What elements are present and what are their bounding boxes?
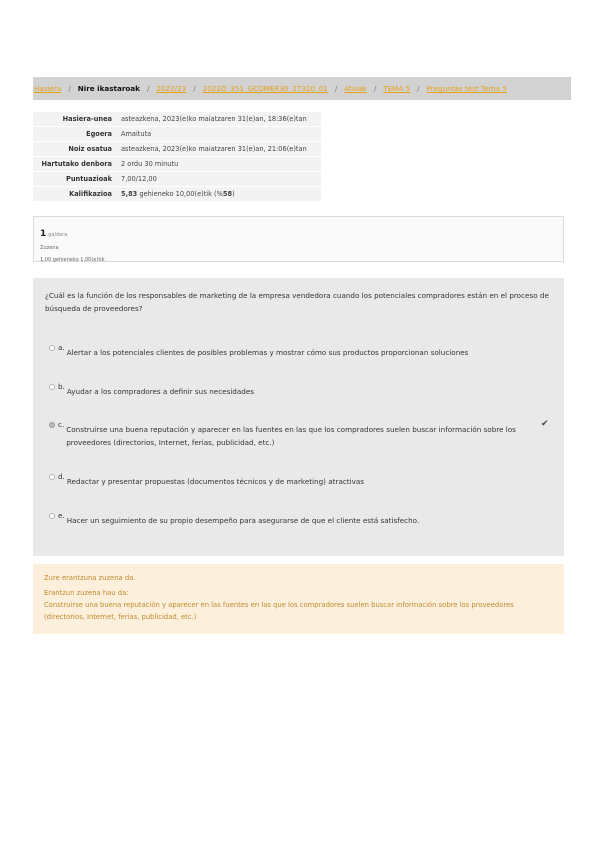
summary-row-time-taken <box>33 157 321 172</box>
radio-button[interactable] <box>49 513 55 519</box>
correct-check-icon: ✔ <box>541 419 549 429</box>
question-grade: 1,00 gehieneko 1,00(e)tik <box>40 257 105 263</box>
answer-option-b[interactable] <box>49 383 529 398</box>
grade-percent: 58 <box>222 190 233 198</box>
summary-row-completed <box>33 142 321 157</box>
grade-max-text: gehieneko 10,00(e)tik (% <box>137 190 223 198</box>
breadcrumb-sections-link[interactable]: Atalak <box>344 84 367 93</box>
answer-option-c[interactable] <box>49 421 529 449</box>
breadcrumb-my-courses: Nire ikastaroak <box>77 84 140 93</box>
feedback-box <box>33 564 564 634</box>
answer-letter: d. <box>58 472 65 481</box>
breadcrumb-quiz-link[interactable]: Preguntas test Tema 5 <box>426 84 507 93</box>
answer-letter: b. <box>58 382 65 391</box>
summary-value: 7,00/12,00 <box>121 175 157 183</box>
summary-row-start <box>33 112 321 127</box>
summary-value: asteazkena, 2023(e)ko maiatzaren 31(e)an, 21:06(e)tan <box>121 145 307 153</box>
breadcrumb <box>33 77 571 100</box>
breadcrumb-year-link[interactable]: 2022/23 <box>156 84 187 93</box>
question-text: ¿Cuál es la función de los responsables de marketing de la empresa vendedora cuando los potenciales compradores están en el proceso de búsqueda de proveedores? <box>45 291 549 313</box>
summary-label: Noiz osatua <box>68 145 112 153</box>
answer-text: Redactar y presentar propuestas (documentos técnicos y de marketing) atractivas <box>66 477 365 486</box>
summary-label: Hasiera-unea <box>62 115 112 123</box>
answer-text: Hacer un seguimiento de su propio desempeño para asegurarse de que el cliente está satisfecho. <box>66 516 420 525</box>
summary-grade-value <box>117 187 321 202</box>
breadcrumb-separator: / <box>146 84 150 93</box>
summary-label: Hartutako denbora <box>41 160 112 168</box>
breadcrumb-course-link[interactable]: 2022Q_351_GCOMER30_27320_01 <box>202 84 328 93</box>
question-number: 1 <box>40 229 47 239</box>
summary-label: Kalifikazioa <box>69 190 112 198</box>
grade-score: 5,83 <box>121 190 138 198</box>
question-content-box <box>33 278 564 556</box>
answer-text: Alertar a los potenciales clientes de posibles problemas y mostrar cómo sus productos proporcionan soluciones <box>66 348 469 357</box>
radio-button[interactable] <box>49 474 55 480</box>
answer-text: Construirse una buena reputación y aparecer en las fuentes en las que los compradores suelen buscar información sobre los proveedores (directorios, Internet, ferias, publicidad, etc.) <box>66 425 516 447</box>
summary-label: Puntuazioak <box>66 175 112 183</box>
summary-label: Egoera <box>86 130 112 138</box>
answer-letter: c. <box>58 420 65 429</box>
attempt-summary-table <box>33 111 321 201</box>
feedback-right-answer-label: Erantzun zuzena hau da: <box>44 589 129 597</box>
breadcrumb-topic-link[interactable]: TEMA 5 <box>383 84 411 93</box>
feedback-right-answer: Construirse una buena reputación y aparecer en las fuentes en las que los compradores suelen buscar información sobre los proveedores (directorios, Internet, ferias, publicidad, etc.) <box>44 601 514 621</box>
summary-row-grade <box>33 187 321 202</box>
question-info-box <box>33 216 564 262</box>
summary-value: asteazkena, 2023(e)ko maiatzaren 31(e)an, 18:36(e)tan <box>121 115 307 123</box>
answer-letter: a. <box>58 343 65 352</box>
question-word: galdera <box>48 232 68 238</box>
breadcrumb-home-link[interactable]: Hasiera <box>34 84 62 93</box>
summary-value: Amaituta <box>121 130 152 138</box>
answer-text: Ayudar a los compradores a definir sus necesidades <box>66 387 255 396</box>
answer-option-d[interactable] <box>49 473 529 488</box>
feedback-result: Zure erantzuna zuzena da. <box>44 574 136 582</box>
answer-option-a[interactable] <box>49 344 529 359</box>
radio-button-checked[interactable] <box>49 422 55 428</box>
radio-button[interactable] <box>49 384 55 390</box>
breadcrumb-separator: / <box>193 84 196 93</box>
breadcrumb-separator: / <box>373 84 377 93</box>
answer-option-e[interactable] <box>49 512 529 527</box>
summary-row-state <box>33 127 321 142</box>
summary-value: 2 ordu 30 minutu <box>121 160 179 168</box>
grade-close-paren: ) <box>232 190 235 198</box>
breadcrumb-separator: / <box>417 84 420 93</box>
summary-row-marks <box>33 172 321 187</box>
question-state: Zuzena <box>40 245 59 251</box>
breadcrumb-separator: / <box>334 84 338 93</box>
breadcrumb-separator: / <box>68 84 71 93</box>
radio-button[interactable] <box>49 345 55 351</box>
answer-letter: e. <box>58 511 65 520</box>
